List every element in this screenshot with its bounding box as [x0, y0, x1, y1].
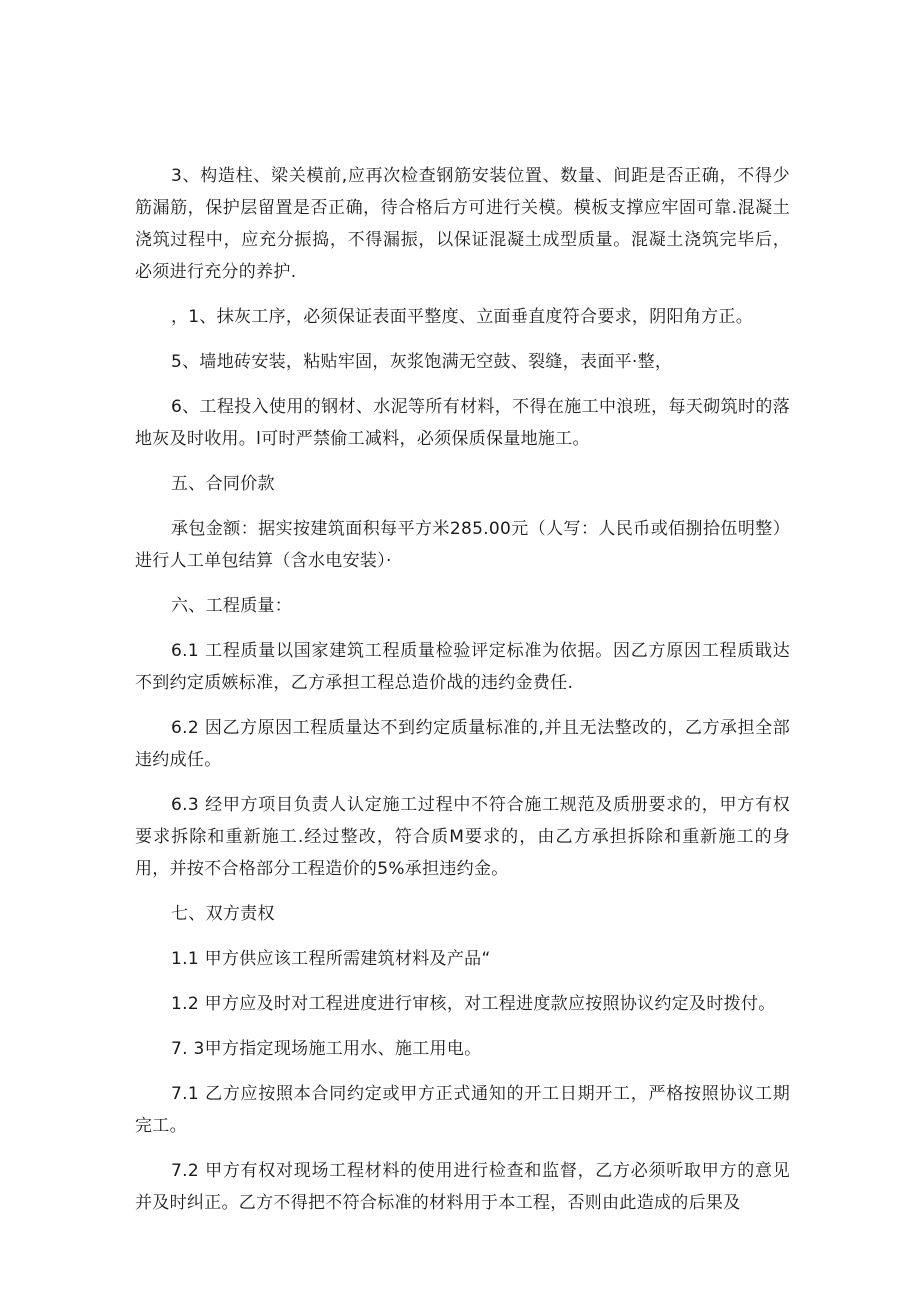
- clause-1-1: 1.1 甲方供应该工程所需建筑材料及产品“: [171, 949, 491, 969]
- section-heading-responsibilities: 七、双方责权: [171, 904, 275, 924]
- clause-6-2: 6.2 因乙方原因工程质量达不到约定质量标准的,并且无法整改的，乙方承担全部违约成任。: [135, 718, 790, 770]
- clause-6-1: 6.1 工程质量以国家建筑工程质量检验评定标准为依据。因乙方原因工程质戢达不到约定质嫉标准，乙方承担工程总造价战的违约金费任.: [135, 641, 790, 693]
- paragraph-contract-amount: 承包金额：据实按建筑面积每平方米285.00元（人写：人民币或佰捌拾伍明整）进行人工单包结算（含水电安装）·: [135, 519, 790, 571]
- clause-7-2: 7.2 甲方有权对现场工程材料的使用进行检查和监督，乙方必须听取甲方的意见并及时纠正。乙方不得把不符合标准的材料用于本工程，否则由此造成的后果及: [135, 1161, 790, 1213]
- document-body: [135, 160, 790, 1232]
- clause-1-2: 1.2 甲方应及时对工程进度进行审核，对工程进度款应按照协议约定及时拨付。: [171, 994, 776, 1014]
- section-heading-quality: 六、工程质量：: [171, 596, 293, 616]
- section-heading-contract-price: 五、合同价款: [171, 474, 275, 494]
- clause-6-3: 6.3 经甲方项目负责人认定施工过程中不符合施工规范及质册要求的，甲方有权要求拆除和重新施工.经过整改，符合质M要求的，由乙方承担拆除和重新施工的身用，并按不合格部分工程造价的5%承担违约金。: [135, 795, 790, 879]
- paragraph-construction-column: 3、构造柱、梁关模前,应再次检查钢筋安装位置、数量、间距是否正确，不得少筋漏筋，保护层留置是否正确，待合格后方可进行关模。模板支撑应牢固可靠.混凝土浇筑过程中，应充分振捣，不得漏振，以保证混凝土成型质量。混凝土浇筑完毕后，必须进行充分的养护.: [135, 166, 790, 282]
- paragraph-tile-installation: 5、墙地砖安装，粘贴牢固，灰浆饱满无空鼓、裂缝，表面平·整，: [171, 352, 673, 372]
- paragraph-plastering: ，1、抹灰工序，必须保证表面平整度、立面垂直度符合要求，阴阳角方正。: [171, 307, 754, 327]
- clause-7-3: 7. 3甲方指定现场施工用水、施工用电。: [171, 1039, 482, 1059]
- paragraph-materials: 6、工程投入使用的钢材、水泥等所有材料，不得在施工中浪班，每天砌筑时的落地灰及时收用。l可时严禁偷工减料，必须保质保量地施工。: [135, 397, 790, 449]
- clause-7-1: 7.1 乙方应按照本合同约定或甲方正式通知的开工日期开工，严格按照协议工期完工。: [135, 1084, 790, 1136]
